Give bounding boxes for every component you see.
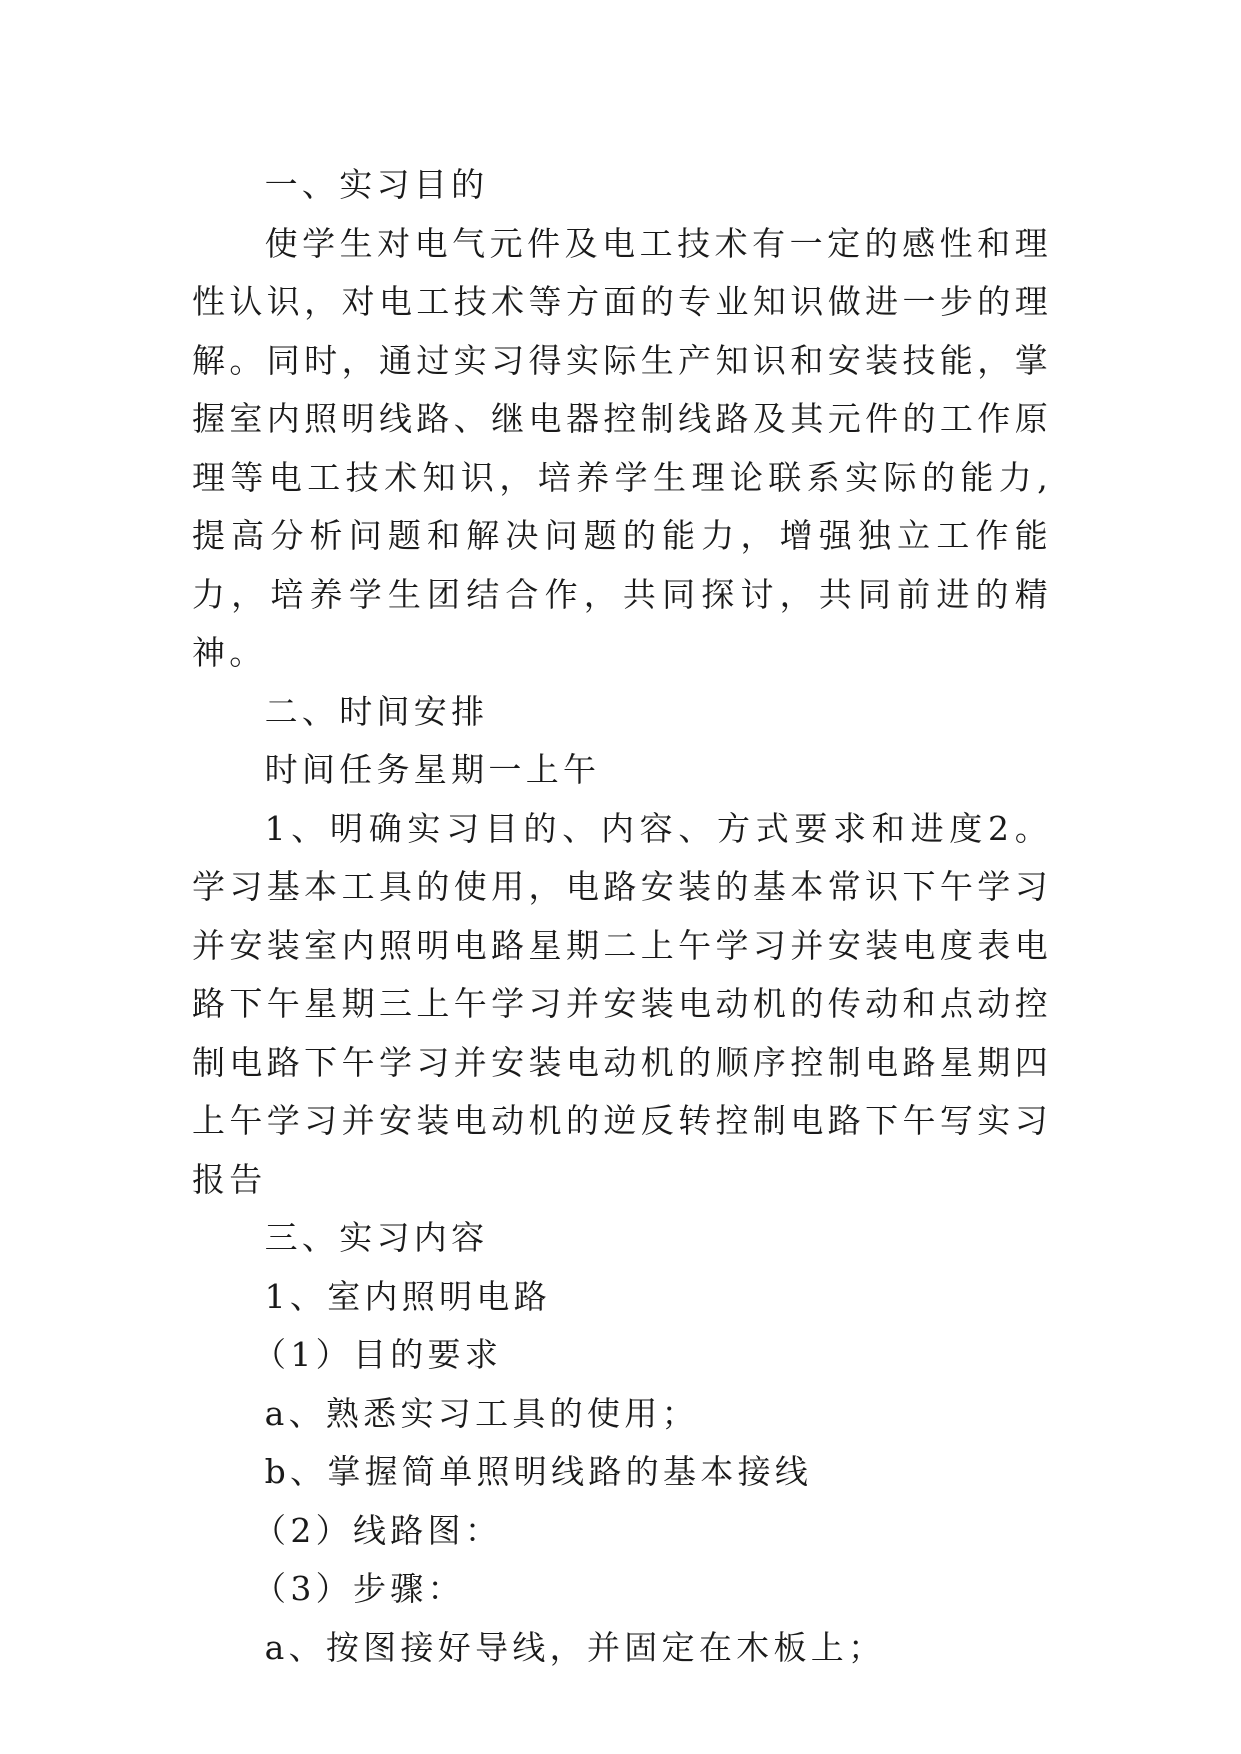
schedule-paragraph: 1、明确实习目的、内容、方式要求和进度2。学习基本工具的使用，电路安装的基本常识下午学习并安装室内照明电路星期二上午学习并安装电度表电路下午星期三上午学习并安装电动机的传动和点动控制电路下午学习并安装电动机的顺序控制电路星期四上午学习并安装电动机的逆反转控制电路下午写实习报告 <box>192 808 1052 1199</box>
section-heading-purpose: 一、实习目的 <box>264 165 489 204</box>
section-heading-schedule: 二、时间安排 <box>264 691 489 731</box>
schedule-intro: 时间任务星期一上午 <box>264 750 601 789</box>
purpose-paragraph: 使学生对电气元件及电工技术有一定的感性和理性认识，对电工技术等方面的专业知识做进一步的理解。同时，通过实习得实际生产知识和安装技能，掌握室内照明线路、继电器控制线路及其元件的工作原理等电工技术知识，培养学生理论联系实际的能力,提高分析问题和解决问题的能力，增强独立工作能力，培养学生团结合作，共同探讨，共同前进的精神。 <box>192 223 1052 672</box>
item-circuit-diagram: （2）线路图： <box>253 1510 503 1550</box>
document-body <box>192 156 1052 1677</box>
list-item-a-tools: a、熟悉实习工具的使用； <box>264 1393 699 1433</box>
list-item-b-wiring: b、掌握简单照明线路的基本接线 <box>264 1452 813 1491</box>
section-heading-content: 三、实习内容 <box>264 1218 489 1257</box>
list-item-a-connect: a、按图接好导线，并固定在木板上； <box>264 1627 886 1667</box>
item-requirements: （1）目的要求 <box>253 1335 503 1374</box>
item-steps: （3）步骤： <box>253 1569 465 1608</box>
subsection-heading-lighting: 1、室内照明电路 <box>264 1276 551 1316</box>
